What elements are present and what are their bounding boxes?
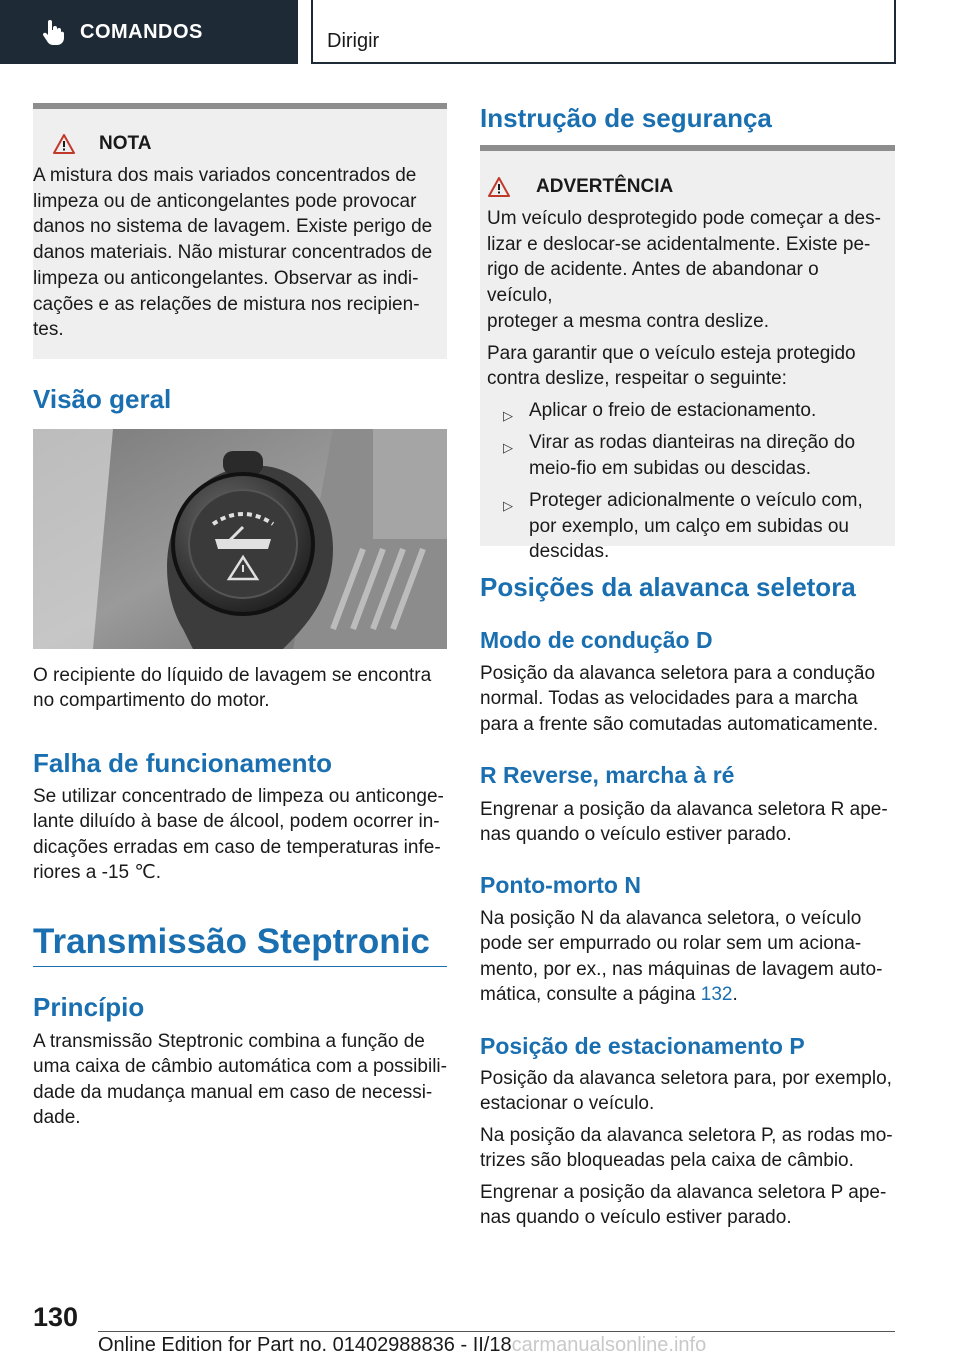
text-line: descidas. <box>529 540 610 562</box>
note-box <box>33 103 447 359</box>
section-tab[interactable] <box>0 0 298 64</box>
footer-rule <box>98 1331 895 1332</box>
warning-triangle-icon <box>53 134 75 154</box>
text-line: para a frente são comutadas automaticamente. <box>480 713 879 735</box>
text-line: Na posição da alavanca seletora P, as rodas mo- <box>480 1124 893 1146</box>
text-line: nas quando o veículo estiver parado. <box>480 1207 792 1229</box>
warning-box <box>480 145 895 562</box>
list-item <box>487 488 885 564</box>
text-line: A transmissão Steptronic combina a função de <box>33 1031 425 1052</box>
watermark: carmanualsonline.info <box>511 1334 707 1356</box>
text-span: mática, consulte a página <box>480 984 701 1006</box>
section-tab-label: COMANDOS <box>80 20 203 43</box>
text-line <box>480 982 895 1007</box>
drive-text <box>480 661 895 737</box>
text-line: dicações erradas em caso de temperaturas infe- <box>33 836 441 858</box>
text-span: . <box>732 984 738 1006</box>
text-line: Posição da alavanca seletora para a condução <box>480 663 876 684</box>
triangle-right-icon: ▷ <box>503 440 513 456</box>
park-heading: Posição de estacionamento P <box>480 1033 805 1059</box>
triangle-right-icon: ▷ <box>503 407 513 423</box>
triangle-right-icon: ▷ <box>503 498 513 514</box>
text-line: pode ser empurrado ou rolar sem um aciona- <box>480 933 862 955</box>
text-line: Para garantir que o veículo esteja protegido <box>487 342 856 364</box>
text-line: dade da mudança manual em caso de necessi- <box>33 1081 433 1103</box>
hand-pointer-icon <box>40 19 66 45</box>
text-line: Um veículo desprotegido pode começar a des- <box>487 208 881 229</box>
text-line: Posição da alavanca seletora para, por exemplo, <box>480 1068 892 1089</box>
page-link[interactable]: 132 <box>700 984 733 1006</box>
warning-header <box>480 176 895 198</box>
principle-heading: Princípio <box>33 992 145 1022</box>
note-line: tes. <box>33 319 64 341</box>
malfunction-text <box>33 784 447 886</box>
note-line: A mistura dos mais variados concentrados de <box>33 165 417 186</box>
list-item <box>487 398 885 423</box>
text-line: uma caixa de câmbio automática com a possibili- <box>33 1056 447 1078</box>
warning-bullets <box>487 398 885 564</box>
list-item <box>487 430 885 481</box>
text-line: contra deslize, respeitar o seguinte: <box>487 368 787 390</box>
caption-line: O recipiente do líquido de lavagem se encontra <box>33 665 432 686</box>
neutral-heading: Ponto-morto N <box>480 872 641 898</box>
text-line: Se utilizar concentrado de limpeza ou anticonge- <box>33 786 444 807</box>
text-line: proteger a mesma contra deslize. <box>487 310 769 332</box>
text-line: Na posição N da alavanca seletora, o veículo <box>480 908 862 929</box>
overview-caption <box>33 663 447 714</box>
text-line: estacionar o veículo. <box>480 1093 655 1115</box>
text-line: riores a -15 ℃. <box>33 862 161 884</box>
text-line: Virar as rodas dianteiras na direção do <box>529 432 856 454</box>
section-rule <box>33 966 447 967</box>
warning-body <box>480 206 895 564</box>
text-line: Proteger adicionalmente o veículo com, <box>529 490 863 512</box>
text-line: Aplicar o freio de estacionamento. <box>529 399 817 421</box>
page-number: 130 <box>33 1302 79 1332</box>
note-line: limpeza ou de anticongelantes pode provocar <box>33 190 417 212</box>
reverse-text <box>480 797 895 848</box>
text-line: mento, por ex., nas máquinas de lavagem auto- <box>480 958 883 980</box>
note-body <box>33 163 447 343</box>
note-title: NOTA <box>99 133 152 154</box>
note-header <box>33 133 447 155</box>
text-line: por exemplo, um calço em subidas ou <box>529 515 849 537</box>
text-line: trizes são bloqueadas pela caixa de câmbio. <box>480 1150 854 1172</box>
warning-triangle-icon <box>488 177 510 197</box>
footer-edition <box>98 1334 958 1357</box>
neutral-text <box>480 906 895 1008</box>
text-line: lizar e deslocar-se acidentalmente. Existe pe- <box>487 233 871 255</box>
park-text <box>480 1066 895 1230</box>
text-line: Engrenar a posição da alavanca seletora R ape- <box>480 799 888 820</box>
text-line: dade. <box>33 1107 81 1129</box>
text-line: lante diluído à base de álcool, podem ocorrer in- <box>33 811 440 833</box>
malfunction-heading: Falha de funcionamento <box>33 748 333 778</box>
positions-heading: Posições da alavanca seletora <box>480 572 856 602</box>
text-line: nas quando o veículo estiver parado. <box>480 824 792 846</box>
warning-title: ADVERTÊNCIA <box>536 176 674 197</box>
note-line: limpeza ou anticongelantes. Observar as indi- <box>33 267 419 289</box>
text-line: meio-fio em subidas ou descidas. <box>529 457 811 479</box>
edition-text: Online Edition for Part no. 01402988836 - II/18 <box>98 1334 512 1356</box>
chapter-header <box>311 0 896 64</box>
overview-heading: Visão geral <box>33 384 172 414</box>
note-line: danos materiais. Não misturar concentrados de <box>33 242 433 264</box>
reverse-heading: R Reverse, marcha à ré <box>480 762 735 788</box>
text-line: normal. Todas as velocidades para a marcha <box>480 688 858 710</box>
text-line: Engrenar a posição da alavanca seletora P ape- <box>480 1181 887 1203</box>
chapter-title: Dirigir <box>327 30 380 52</box>
drive-heading: Modo de condução D <box>480 627 713 653</box>
note-line: cações e as relações de mistura nos recipien- <box>33 293 420 315</box>
note-line: danos no sistema de lavagem. Existe perigo de <box>33 216 433 238</box>
steptronic-heading: Transmissão Steptronic <box>33 922 430 961</box>
text-line: rigo de acidente. Antes de abandonar o veículo, <box>487 259 819 307</box>
caption-line: no compartimento do motor. <box>33 690 270 712</box>
safety-heading: Instrução de segurança <box>480 103 772 133</box>
principle-text <box>33 1029 447 1131</box>
washer-reservoir-photo <box>33 429 447 649</box>
